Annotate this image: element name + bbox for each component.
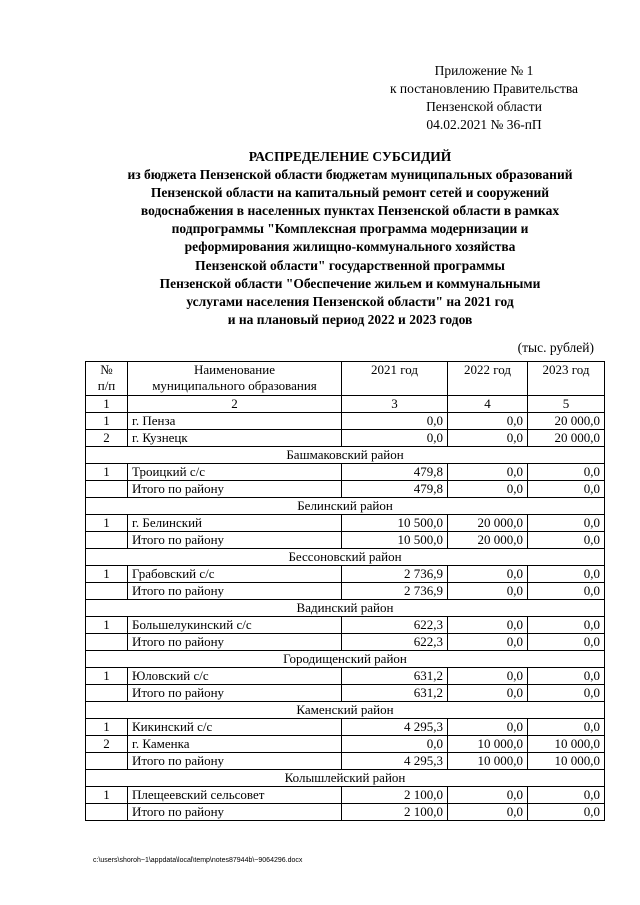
- district-header-row: [86, 600, 605, 617]
- table-row: [86, 736, 605, 753]
- table-row: [86, 719, 605, 736]
- value-2022-cell: 0,0: [448, 566, 528, 583]
- table-row: [86, 804, 605, 821]
- value-2022-cell: 0,0: [448, 583, 528, 600]
- title-line: РАСПРЕДЕЛЕНИЕ СУБСИДИЙ: [248, 149, 452, 164]
- table-row: [86, 787, 605, 804]
- value-2022-cell: 0,0: [448, 430, 528, 447]
- value-2023-cell: 20 000,0: [528, 430, 605, 447]
- value-2022-cell: 20 000,0: [448, 532, 528, 549]
- district-name: Вадинский район: [86, 600, 605, 617]
- row-num-cell: [86, 634, 128, 651]
- appendix-line: Пензенской области: [426, 99, 542, 114]
- value-2021-cell: 479,8: [342, 464, 448, 481]
- units-label: (тыс. рублей): [517, 340, 594, 355]
- value-2023-cell: 0,0: [528, 566, 605, 583]
- district-name: Каменский район: [86, 702, 605, 719]
- value-2023-cell: 20 000,0: [528, 413, 605, 430]
- row-num-cell: 2: [86, 430, 128, 447]
- colnum-cell: 2: [128, 396, 342, 413]
- header-2022: 2022 год: [448, 362, 528, 396]
- row-num-cell: 1: [86, 515, 128, 532]
- header-name: Наименование муниципального образования: [128, 362, 342, 396]
- value-2023-cell: 0,0: [528, 515, 605, 532]
- row-num-cell: 1: [86, 413, 128, 430]
- value-2021-cell: 2 100,0: [342, 804, 448, 821]
- value-2021-cell: 631,2: [342, 668, 448, 685]
- table-row: [86, 634, 605, 651]
- document-title: [80, 148, 620, 329]
- title-line: подпрограммы "Комплексная программа модернизации и: [171, 221, 529, 237]
- row-name-cell: Итого по району: [128, 685, 342, 702]
- row-name-cell: г. Пенза: [128, 413, 342, 430]
- appendix-block: [360, 62, 608, 134]
- value-2021-cell: 2 736,9: [342, 566, 448, 583]
- value-2022-cell: 0,0: [448, 804, 528, 821]
- row-num-cell: [86, 804, 128, 821]
- title-line: реформирования жилищно-коммунального хозяйства: [184, 239, 516, 255]
- row-name-cell: г. Белинский: [128, 515, 342, 532]
- value-2022-cell: 0,0: [448, 634, 528, 651]
- table-row: [86, 617, 605, 634]
- row-num-cell: [86, 685, 128, 702]
- value-2023-cell: 0,0: [528, 787, 605, 804]
- row-name-cell: Итого по району: [128, 583, 342, 600]
- value-2022-cell: 0,0: [448, 413, 528, 430]
- value-2023-cell: 0,0: [528, 668, 605, 685]
- table-row: [86, 583, 605, 600]
- value-2023-cell: 0,0: [528, 481, 605, 498]
- row-num-cell: [86, 532, 128, 549]
- value-2021-cell: 4 295,3: [342, 719, 448, 736]
- table-row: [86, 753, 605, 770]
- district-name: Колышлейский район: [86, 770, 605, 787]
- row-num-cell: 1: [86, 719, 128, 736]
- row-name-cell: Грабовский с/с: [128, 566, 342, 583]
- title-line: услугами населения Пензенской области" на 2021 год: [186, 293, 514, 309]
- row-name-cell: Кикинский с/с: [128, 719, 342, 736]
- value-2023-cell: 0,0: [528, 685, 605, 702]
- value-2021-cell: 0,0: [342, 430, 448, 447]
- value-2023-cell: 0,0: [528, 719, 605, 736]
- colnum-cell: 1: [86, 396, 128, 413]
- district-name: Бессоновский район: [86, 549, 605, 566]
- value-2023-cell: 0,0: [528, 464, 605, 481]
- appendix-line: к постановлению Правительства: [389, 81, 579, 96]
- value-2023-cell: 10 000,0: [528, 736, 605, 753]
- table-row: [86, 413, 605, 430]
- district-header-row: [86, 651, 605, 668]
- district-header-row: [86, 498, 605, 515]
- row-name-cell: Итого по району: [128, 753, 342, 770]
- value-2023-cell: 0,0: [528, 804, 605, 821]
- title-line: из бюджета Пензенской области бюджетам муниципальных образований: [127, 167, 573, 183]
- district-name: Башмаковский район: [86, 447, 605, 464]
- value-2021-cell: 622,3: [342, 617, 448, 634]
- value-2021-cell: 4 295,3: [342, 753, 448, 770]
- title-line: и на плановый период 2022 и 2023 годов: [227, 311, 473, 327]
- value-2023-cell: 0,0: [528, 583, 605, 600]
- header-2023: 2023 год: [528, 362, 605, 396]
- value-2022-cell: 20 000,0: [448, 515, 528, 532]
- colnum-cell: 4: [448, 396, 528, 413]
- district-header-row: [86, 770, 605, 787]
- row-name-cell: г. Каменка: [128, 736, 342, 753]
- value-2021-cell: 631,2: [342, 685, 448, 702]
- appendix-date: 04.02.2021 № 36-пП: [426, 117, 542, 132]
- value-2022-cell: 0,0: [448, 787, 528, 804]
- row-num-cell: 1: [86, 464, 128, 481]
- table-row: [86, 481, 605, 498]
- row-name-cell: Итого по району: [128, 481, 342, 498]
- colnum-cell: 3: [342, 396, 448, 413]
- value-2023-cell: 0,0: [528, 617, 605, 634]
- row-name-cell: Троицкий с/с: [128, 464, 342, 481]
- value-2022-cell: 0,0: [448, 719, 528, 736]
- value-2022-cell: 0,0: [448, 481, 528, 498]
- colnum-cell: 5: [528, 396, 605, 413]
- value-2023-cell: 10 000,0: [528, 753, 605, 770]
- value-2021-cell: 10 500,0: [342, 532, 448, 549]
- title-line: водоснабжения в населенных пунктах Пензенской области в рамках: [140, 203, 560, 219]
- row-name-cell: Плещеевский сельсовет: [128, 787, 342, 804]
- value-2021-cell: 2 736,9: [342, 583, 448, 600]
- row-num-cell: 1: [86, 787, 128, 804]
- table-row: [86, 430, 605, 447]
- value-2021-cell: 622,3: [342, 634, 448, 651]
- district-name: Белинский район: [86, 498, 605, 515]
- value-2022-cell: 0,0: [448, 668, 528, 685]
- district-name: Городищенский район: [86, 651, 605, 668]
- row-num-cell: 2: [86, 736, 128, 753]
- row-num-cell: 1: [86, 617, 128, 634]
- value-2022-cell: 10 000,0: [448, 736, 528, 753]
- district-header-row: [86, 702, 605, 719]
- value-2021-cell: 0,0: [342, 413, 448, 430]
- table-row: [86, 685, 605, 702]
- row-name-cell: Итого по району: [128, 804, 342, 821]
- value-2022-cell: 10 000,0: [448, 753, 528, 770]
- row-num-cell: [86, 481, 128, 498]
- table-header-row: [86, 362, 605, 396]
- value-2021-cell: 0,0: [342, 736, 448, 753]
- table-row: [86, 668, 605, 685]
- header-2021: 2021 год: [342, 362, 448, 396]
- row-name-cell: Итого по району: [128, 532, 342, 549]
- table-row: [86, 566, 605, 583]
- row-num-cell: [86, 583, 128, 600]
- row-num-cell: [86, 753, 128, 770]
- table-row: [86, 464, 605, 481]
- table-row: [86, 532, 605, 549]
- district-header-row: [86, 549, 605, 566]
- title-line: Пензенской области" государственной программы: [195, 257, 505, 273]
- column-number-row: [86, 396, 605, 413]
- value-2023-cell: 0,0: [528, 634, 605, 651]
- footer-file-path: c:\users\shoroh~1\appdata\local\temp\notes87944b\~9064296.docx: [93, 857, 303, 864]
- district-header-row: [86, 447, 605, 464]
- value-2021-cell: 2 100,0: [342, 787, 448, 804]
- appendix-line: Приложение № 1: [434, 63, 534, 78]
- row-name-cell: г. Кузнецк: [128, 430, 342, 447]
- row-num-cell: 1: [86, 668, 128, 685]
- value-2023-cell: 0,0: [528, 532, 605, 549]
- header-num: № п/п: [86, 362, 128, 396]
- row-name-cell: Итого по району: [128, 634, 342, 651]
- row-name-cell: Юловский с/с: [128, 668, 342, 685]
- value-2022-cell: 0,0: [448, 685, 528, 702]
- subsidy-table: [85, 361, 605, 821]
- row-name-cell: Большелукинский с/с: [128, 617, 342, 634]
- title-line: Пензенской области на капитальный ремонт сетей и сооружений: [150, 185, 550, 201]
- value-2022-cell: 0,0: [448, 617, 528, 634]
- table-row: [86, 515, 605, 532]
- value-2021-cell: 10 500,0: [342, 515, 448, 532]
- value-2022-cell: 0,0: [448, 464, 528, 481]
- value-2021-cell: 479,8: [342, 481, 448, 498]
- row-num-cell: 1: [86, 566, 128, 583]
- title-line: Пензенской области "Обеспечение жильем и коммунальными: [159, 275, 541, 291]
